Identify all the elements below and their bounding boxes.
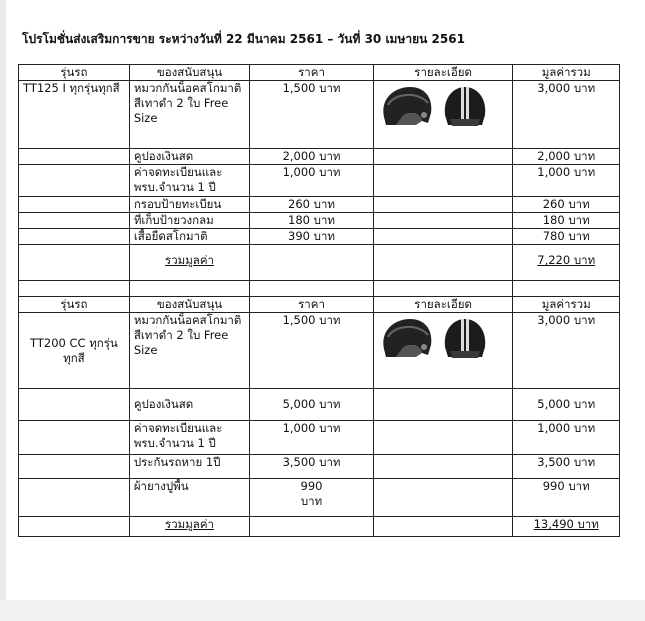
page-edge — [0, 0, 6, 621]
header-item: ของสนับสนุน — [129, 297, 249, 313]
header-detail: รายละเอียด — [373, 65, 513, 81]
item-cell: คูปองเงินสด — [129, 389, 249, 421]
sum-label-cell — [129, 517, 249, 537]
promotion-table — [18, 64, 620, 537]
header-detail: รายละเอียด — [373, 297, 513, 313]
sum-total: 13,490 บาท — [533, 517, 599, 531]
total-cell: 1,000 บาท — [513, 421, 620, 455]
detail-cell — [373, 389, 513, 421]
total-cell: 2,000 บาท — [513, 149, 620, 165]
header-model: รุ่นรถ — [19, 297, 130, 313]
sum-label-cell — [129, 245, 249, 281]
helmet-striped-icon — [440, 85, 490, 129]
price-cell: 3,500 บาท — [250, 455, 374, 479]
helmet-images — [378, 81, 509, 129]
detail-cell — [373, 517, 513, 537]
model-cell-empty — [19, 149, 130, 165]
item-cell: ผ้ายางปูพื้น — [129, 479, 249, 517]
table-row — [19, 421, 620, 455]
table-row — [19, 479, 620, 517]
model-cell-empty — [19, 421, 130, 455]
detail-cell — [373, 197, 513, 213]
total-cell: 3,500 บาท — [513, 455, 620, 479]
sum-label: รวมมูลค่า — [165, 253, 215, 267]
detail-cell — [373, 81, 513, 149]
model-cell-empty — [19, 245, 130, 281]
table-header-row — [19, 297, 620, 313]
detail-cell — [373, 213, 513, 229]
sum-total-cell — [513, 517, 620, 537]
table-header-row — [19, 65, 620, 81]
total-cell: 1,000 บาท — [513, 165, 620, 197]
price-cell: 180 บาท — [250, 213, 374, 229]
sum-label: รวมมูลค่า — [165, 517, 215, 531]
price-cell: 1,000 บาท — [250, 165, 374, 197]
model-cell-empty — [19, 165, 130, 197]
page-title: โปรโมชั่นส่งเสริมการขาย ระหว่างวันที่ 22 มีนาคม 2561 – วันที่ 30 เมษายน 2561 — [22, 32, 465, 46]
header-total: มูลค่ารวม — [513, 297, 620, 313]
item-cell: ค่าจดทะเบียนและพรบ.จำนวน 1 ปี — [129, 421, 249, 455]
table-row — [19, 389, 620, 421]
spacer-cell — [373, 281, 513, 297]
detail-cell — [373, 421, 513, 455]
model-cell-empty — [19, 389, 130, 421]
item-cell: หมวกกันน็อคสโกมาติสีเทาดำ 2 ใบ Free Size — [129, 313, 249, 389]
table-row — [19, 81, 620, 149]
total-cell: 180 บาท — [513, 213, 620, 229]
price-cell-empty — [250, 245, 374, 281]
total-cell: 3,000 บาท — [513, 81, 620, 149]
model-cell: TT200 CC ทุกรุ่นทุกสี — [19, 313, 130, 389]
item-cell: เสื้อยืดสโกมาติ — [129, 229, 249, 245]
item-cell: กรอบป้ายทะเบียน — [129, 197, 249, 213]
table-row — [19, 455, 620, 479]
price-cell-empty — [250, 517, 374, 537]
table-row — [19, 197, 620, 213]
price-cell: 990 บาท — [250, 479, 374, 517]
item-cell: คูปองเงินสด — [129, 149, 249, 165]
total-cell: 5,000 บาท — [513, 389, 620, 421]
total-cell: 990 บาท — [513, 479, 620, 517]
sum-total-cell — [513, 245, 620, 281]
bottom-band — [0, 600, 645, 621]
spacer-row — [19, 281, 620, 297]
header-model: รุ่นรถ — [19, 65, 130, 81]
detail-cell — [373, 149, 513, 165]
model-cell-empty — [19, 479, 130, 517]
model-cell-empty — [19, 213, 130, 229]
table-row — [19, 165, 620, 197]
sum-row — [19, 517, 620, 537]
detail-cell — [373, 455, 513, 479]
price-cell: 5,000 บาท — [250, 389, 374, 421]
model-cell-empty — [19, 455, 130, 479]
spacer-cell — [19, 281, 130, 297]
detail-cell — [373, 479, 513, 517]
item-cell: ที่เก็บป้ายวงกลม — [129, 213, 249, 229]
header-price: ราคา — [250, 65, 374, 81]
price-cell: 1,000 บาท — [250, 421, 374, 455]
table-row — [19, 213, 620, 229]
spacer-cell — [513, 281, 620, 297]
item-cell: หมวกกันน็อคสโกมาติสีเทาดำ 2 ใบ Free Size — [129, 81, 249, 149]
price-cell: 1,500 บาท — [250, 313, 374, 389]
price-cell: 1,500 บาท — [250, 81, 374, 149]
total-cell: 260 บาท — [513, 197, 620, 213]
table-row — [19, 149, 620, 165]
helmet-striped-icon — [440, 317, 490, 361]
helmet-images — [378, 313, 509, 361]
header-total: มูลค่ารวม — [513, 65, 620, 81]
total-cell: 780 บาท — [513, 229, 620, 245]
header-price: ราคา — [250, 297, 374, 313]
sum-total: 7,220 บาท — [537, 253, 596, 267]
helmet-open-face-icon — [378, 85, 434, 129]
model-cell-empty — [19, 229, 130, 245]
total-cell: 3,000 บาท — [513, 313, 620, 389]
price-cell: 390 บาท — [250, 229, 374, 245]
table-row — [19, 229, 620, 245]
sum-row — [19, 245, 620, 281]
detail-cell — [373, 229, 513, 245]
helmet-open-face-icon — [378, 317, 434, 361]
item-cell: ประกันรถหาย 1ปี — [129, 455, 249, 479]
model-cell-empty — [19, 517, 130, 537]
spacer-cell — [250, 281, 374, 297]
model-cell-empty — [19, 197, 130, 213]
detail-cell — [373, 245, 513, 281]
detail-cell — [373, 165, 513, 197]
price-cell: 260 บาท — [250, 197, 374, 213]
header-item: ของสนับสนุน — [129, 65, 249, 81]
price-cell: 2,000 บาท — [250, 149, 374, 165]
detail-cell — [373, 313, 513, 389]
spacer-cell — [129, 281, 249, 297]
model-cell: TT125 I ทุกรุ่นทุกสี — [19, 81, 130, 149]
item-cell: ค่าจดทะเบียนและพรบ.จำนวน 1 ปี — [129, 165, 249, 197]
table-row — [19, 313, 620, 389]
